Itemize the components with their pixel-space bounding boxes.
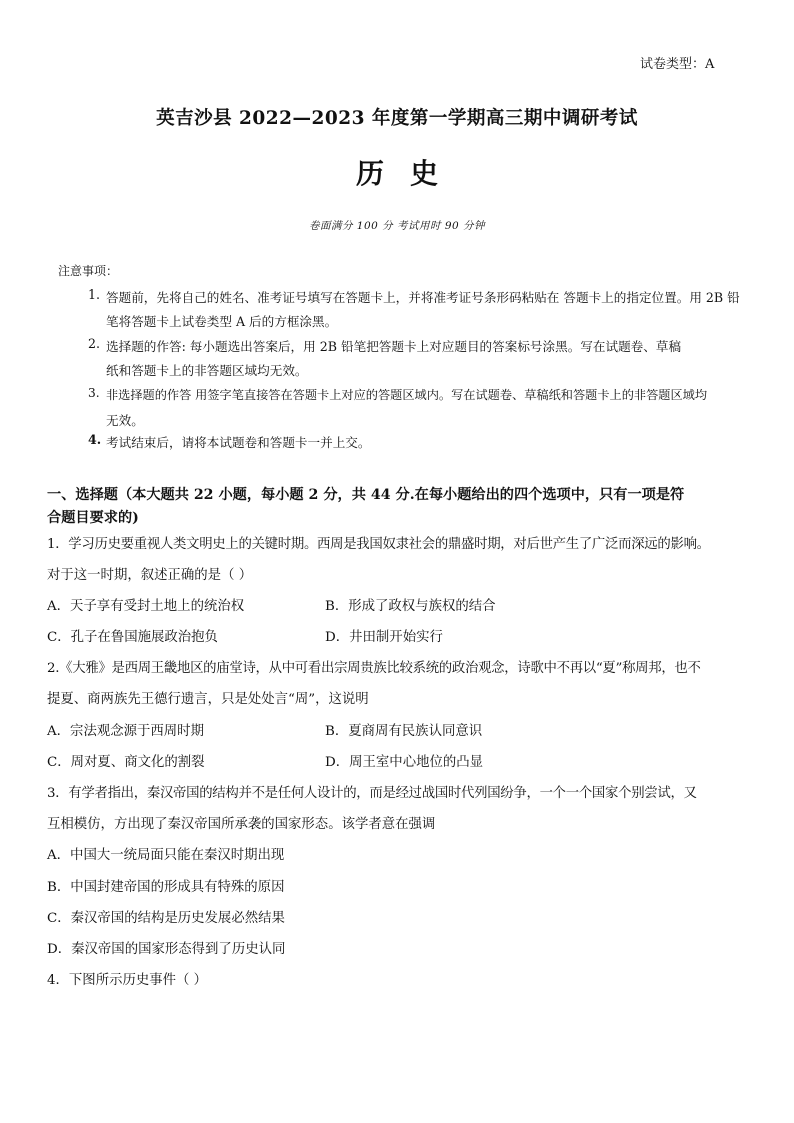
subject-title: 历史 <box>355 157 464 190</box>
question-2-option-c: C．周对夏、商文化的割裂 <box>47 755 205 770</box>
question-3-option-d: D．秦汉帝国的国家形态得到了历史认同 <box>47 942 286 957</box>
notice-item-1-number: 1. <box>88 287 101 302</box>
exam-title: 英吉沙县 2022—2023 年度第一学期高三期中调研考试 <box>156 108 638 129</box>
question-3-option-b: B．中国封建帝国的形成具有特殊的原因 <box>47 880 285 895</box>
question-2-option-a: A．宗法观念源于西周时期 <box>47 724 204 739</box>
question-1-option-b: B．形成了政权与族权的结合 <box>325 599 496 614</box>
notice-item-1-line1: 答题前，先将自己的姓名、准考证号填写在答题卡上，并将准考证号条形码粘贴在 答题卡上的指定位置。用 2B 铅 <box>106 290 740 305</box>
question-1-stem-line2: 对于这一时期，叙述正确的是（ ） <box>47 568 253 583</box>
question-1-stem-line1: 1．学习历史要重视人类文明史上的关键时期。西周是我国奴隶社会的鼎盛时期，对后世产生了广泛而深远的影响。 <box>47 537 710 552</box>
exam-meta: 卷面满分 100 分 考试用时 90 分钟 <box>308 220 486 232</box>
question-2-stem-line2: 提夏、商两族先王德行遗言，只是处处言“周”，这说明 <box>47 692 369 707</box>
notice-item-3-line2: 无效。 <box>106 413 144 428</box>
question-1-option-c: C．孔子在鲁国施展政治抱负 <box>47 630 218 645</box>
notice-heading: 注意事项： <box>58 264 119 278</box>
notice-item-4-number: 4. <box>88 432 102 447</box>
notice-item-2-line1: 选择题的作答: 每小题选出答案后，用 2B 铅笔把答题卡上对应题目的答案标号涂黑。写在试题卷、草稿 <box>106 339 682 354</box>
notice-item-1-line2: 笔将答题卡上试卷类型 A 后的方框涂黑。 <box>106 314 338 329</box>
question-3-option-c: C．秦汉帝国的结构是历史发展必然结果 <box>47 911 285 926</box>
notice-item-4-line1: 考试结束后，请将本试题卷和答题卡一并上交。 <box>106 435 371 450</box>
question-2-option-b: B．夏商周有民族认同意识 <box>325 724 483 739</box>
question-1-option-a: A．天子享有受封土地上的统治权 <box>47 599 245 614</box>
notice-item-3-line1: 非选择题的作答 用签字笔直接答在答题卡上对应的答题区域内。写在试题卷、草稿纸和答题卡上的非答题区域均 <box>106 388 708 402</box>
question-2-stem-line1: 2.《大雅》是西周王畿地区的庙堂诗，从中可看出宗周贵族比较系统的政治观念，诗歌中不再以“夏”称周邦，也不 <box>47 661 701 676</box>
section-heading-line2: 合题目要求的) <box>47 510 139 526</box>
notice-item-2-line2: 纸和答题卡上的非答题区域均无效。 <box>106 363 308 378</box>
question-3-stem-line1: 3．有学者指出，秦汉帝国的结构并不是任何人设计的，而是经过战国时代列国纷争，一个一个国家个别尝试，又 <box>47 786 697 801</box>
question-4-stem: 4．下图所示历史事件（ ） <box>47 973 208 988</box>
question-3-stem-line2: 互相模仿，方出现了秦汉帝国所承袭的国家形态。该学者意在强调 <box>47 817 436 832</box>
notice-item-2-number: 2. <box>88 336 101 351</box>
question-1-option-d: D．井田制开始实行 <box>325 630 443 645</box>
section-heading-line1: 一、选择题（本大题共 22 小题，每小题 2 分，共 44 分.在每小题给出的四个选项中，只有一项是符 <box>47 487 685 503</box>
question-3-option-a: A．中国大一统局面只能在秦汉时期出现 <box>47 848 285 863</box>
question-2-option-d: D．周王室中心地位的凸显 <box>325 755 484 770</box>
paper-type-label: 试卷类型：A <box>640 57 715 72</box>
notice-item-3-number: 3. <box>88 386 100 400</box>
